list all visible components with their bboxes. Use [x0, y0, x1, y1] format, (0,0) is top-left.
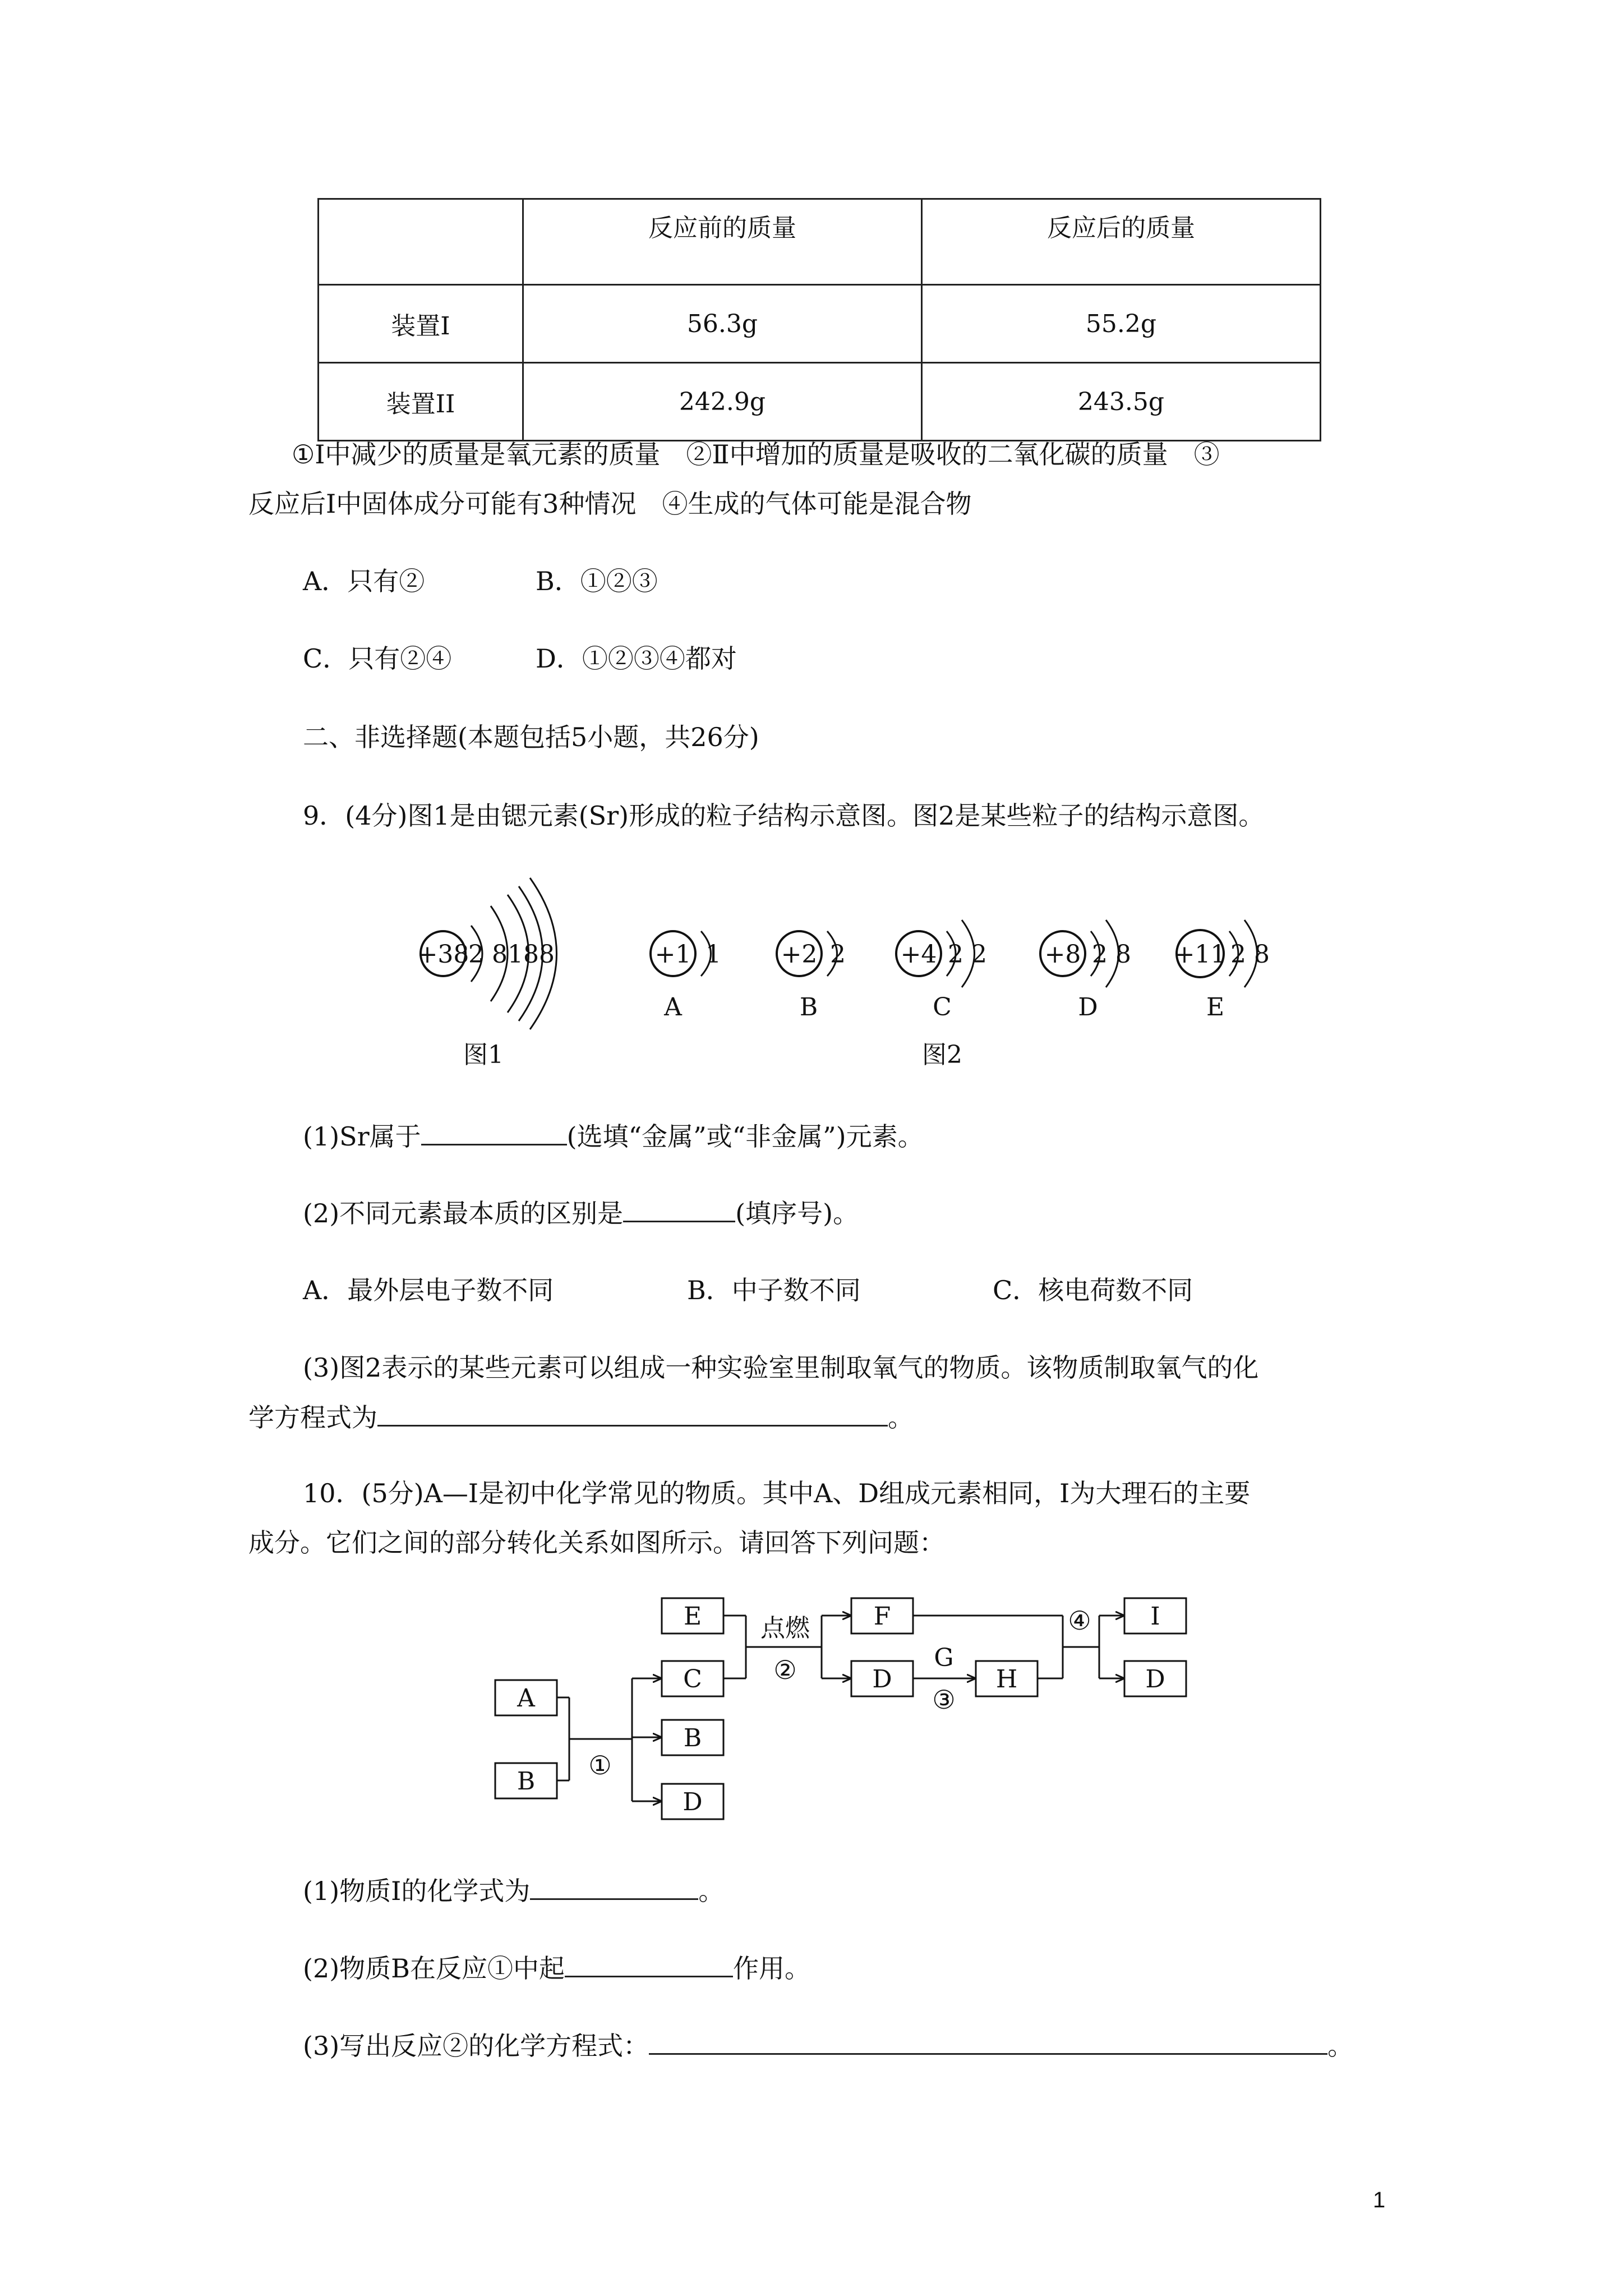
q10-part2-text: (2)物质B在反应①中起 [303, 1953, 565, 1984]
particle-b-label: B [799, 993, 818, 1022]
box-a [495, 1680, 557, 1715]
q10-part1-text: (1)物质Ⅰ的化学式为 [303, 1876, 531, 1906]
box-b [495, 1763, 557, 1798]
q10-part3-end: 。 [1327, 2031, 1354, 2061]
q8-statement-line1: ①Ⅰ中减少的质量是氧元素的质量 ②Ⅱ中增加的质量是吸收的二氧化碳的质量 ③ [292, 439, 1220, 470]
box-h [976, 1661, 1038, 1696]
q9-part2-text: (2)不同元素最本质的区别是 [303, 1198, 624, 1228]
svg-text:D: D [683, 1788, 703, 1816]
q9-part3-line1: (3)图2表示的某些元素可以组成一种实验室里制取氧气的物质。该物质制取氧气的化 [303, 1352, 1259, 1383]
box-b-product [662, 1720, 723, 1755]
q8-option-d: D．①②③④都对 [536, 643, 737, 674]
q9-part3-text: 学方程式为 [248, 1402, 377, 1433]
reaction-2-label: ② [773, 1655, 797, 1685]
figure2-caption: 图2 [922, 1041, 962, 1069]
particle-d-shells: 2 8 [1092, 940, 1131, 969]
particle-d-label: D [1078, 993, 1098, 1022]
q10-intro-line2: 成分。它们之间的部分转化关系如图所示。请回答下列问题： [248, 1527, 945, 1558]
particle-a-shells: 1 [706, 940, 721, 969]
box-i [1124, 1598, 1186, 1634]
reaction-3-label: ③ [932, 1685, 956, 1715]
box-c [662, 1661, 723, 1696]
q10-part1-blank[interactable] [530, 1874, 698, 1900]
q9-part2-option-b: B．中子数不同 [687, 1275, 861, 1305]
q10-part2 [303, 1951, 810, 1985]
svg-text:C: C [683, 1665, 702, 1694]
q9-intro: 9．(4分)图1是由锶元素(Sr)形成的粒子结构示意图。图2是某些粒子的结构示意图。 [303, 800, 1265, 831]
table-cell: 242.9g [523, 363, 922, 441]
table-row-label: 装置Ⅰ [319, 285, 523, 363]
q10-part3-text: (3)写出反应②的化学方程式： [303, 2031, 649, 2061]
sr-nucleus: +38 [417, 940, 469, 969]
q9-part2-option-a: A．最外层电子数不同 [303, 1275, 554, 1305]
reaction-1-connector [557, 1678, 661, 1801]
table-header-cell: 反应前的质量 [523, 199, 922, 285]
particle-a-label: A [664, 993, 682, 1022]
section-heading: 二、非选择题(本题包括5小题，共26分) [303, 722, 759, 752]
q9-part3-end: 。 [888, 1402, 914, 1433]
svg-text:B: B [683, 1724, 702, 1752]
particle-b-shells: 2 [830, 940, 846, 969]
svg-text:E: E [683, 1602, 702, 1631]
reaction-1-label: ① [588, 1750, 612, 1780]
box-d-final [1124, 1661, 1186, 1696]
table-cell: 56.3g [523, 285, 922, 363]
svg-text:F: F [873, 1602, 891, 1631]
box-e [662, 1598, 723, 1634]
particle-e-nucleus: +11 [1174, 940, 1227, 969]
reagent-g-label: G [934, 1644, 954, 1672]
figure1-caption: 图1 [463, 1041, 504, 1069]
box-f [851, 1598, 913, 1634]
q9-part2-option-c: C．核电荷数不同 [993, 1275, 1193, 1305]
q9-part1-text: (1)Sr属于 [303, 1121, 421, 1152]
particle-c-shells: 2 2 [948, 940, 987, 969]
particle-c-label: C [933, 993, 952, 1022]
particle-c-nucleus: +4 [900, 940, 937, 969]
table-cell: 55.2g [922, 285, 1321, 363]
svg-text:I: I [1150, 1602, 1160, 1631]
sr-shell-electrons: 2 8188 [468, 940, 555, 969]
q8-option-b: B．①②③ [536, 566, 658, 596]
particle-a-nucleus: +1 [654, 940, 691, 969]
q10-part3-blank[interactable] [649, 2028, 1327, 2055]
table-cell: 243.5g [922, 363, 1321, 441]
q10-intro-line1: 10．(5分)A—I是初中化学常见的物质。其中A、D组成元素相同，I为大理石的主要 [303, 1478, 1251, 1508]
svg-text:A: A [517, 1684, 535, 1713]
q10-part3 [303, 2028, 1353, 2063]
q8-option-c: C．只有②④ [303, 643, 452, 674]
q8-option-a: A．只有② [303, 566, 425, 596]
q9-part1-hint: (选填“金属”或“非金属”)元素。 [566, 1121, 924, 1152]
page-number: 1 [1373, 2188, 1386, 2212]
svg-text:H: H [995, 1665, 1018, 1694]
particle-d-nucleus: +8 [1044, 940, 1081, 969]
q10-part1 [303, 1874, 724, 1908]
svg-text:B: B [517, 1767, 536, 1796]
q9-part2-hint: (填序号)。 [735, 1198, 859, 1228]
box-d-mid [851, 1661, 913, 1696]
q10-part1-end: 。 [698, 1876, 725, 1906]
table-row-label: 装置II [319, 363, 523, 441]
particle-e-label: E [1206, 993, 1225, 1022]
reaction-4-label: ④ [1068, 1605, 1091, 1636]
table-header-cell: 反应后的质量 [922, 199, 1321, 285]
q8-statement-line2: 反应后Ⅰ中固体成分可能有3种情况 ④生成的气体可能是混合物 [248, 489, 972, 519]
svg-text:D: D [1145, 1665, 1165, 1694]
box-d-product [662, 1784, 723, 1819]
q10-part2-blank[interactable] [565, 1951, 733, 1977]
ignite-label: 点燃 [760, 1614, 810, 1642]
particle-b-nucleus: +2 [781, 940, 818, 969]
q10-part2-end: 作用。 [732, 1953, 810, 1984]
svg-text:D: D [872, 1665, 892, 1694]
particle-e-shells: 2 8 [1230, 940, 1270, 969]
